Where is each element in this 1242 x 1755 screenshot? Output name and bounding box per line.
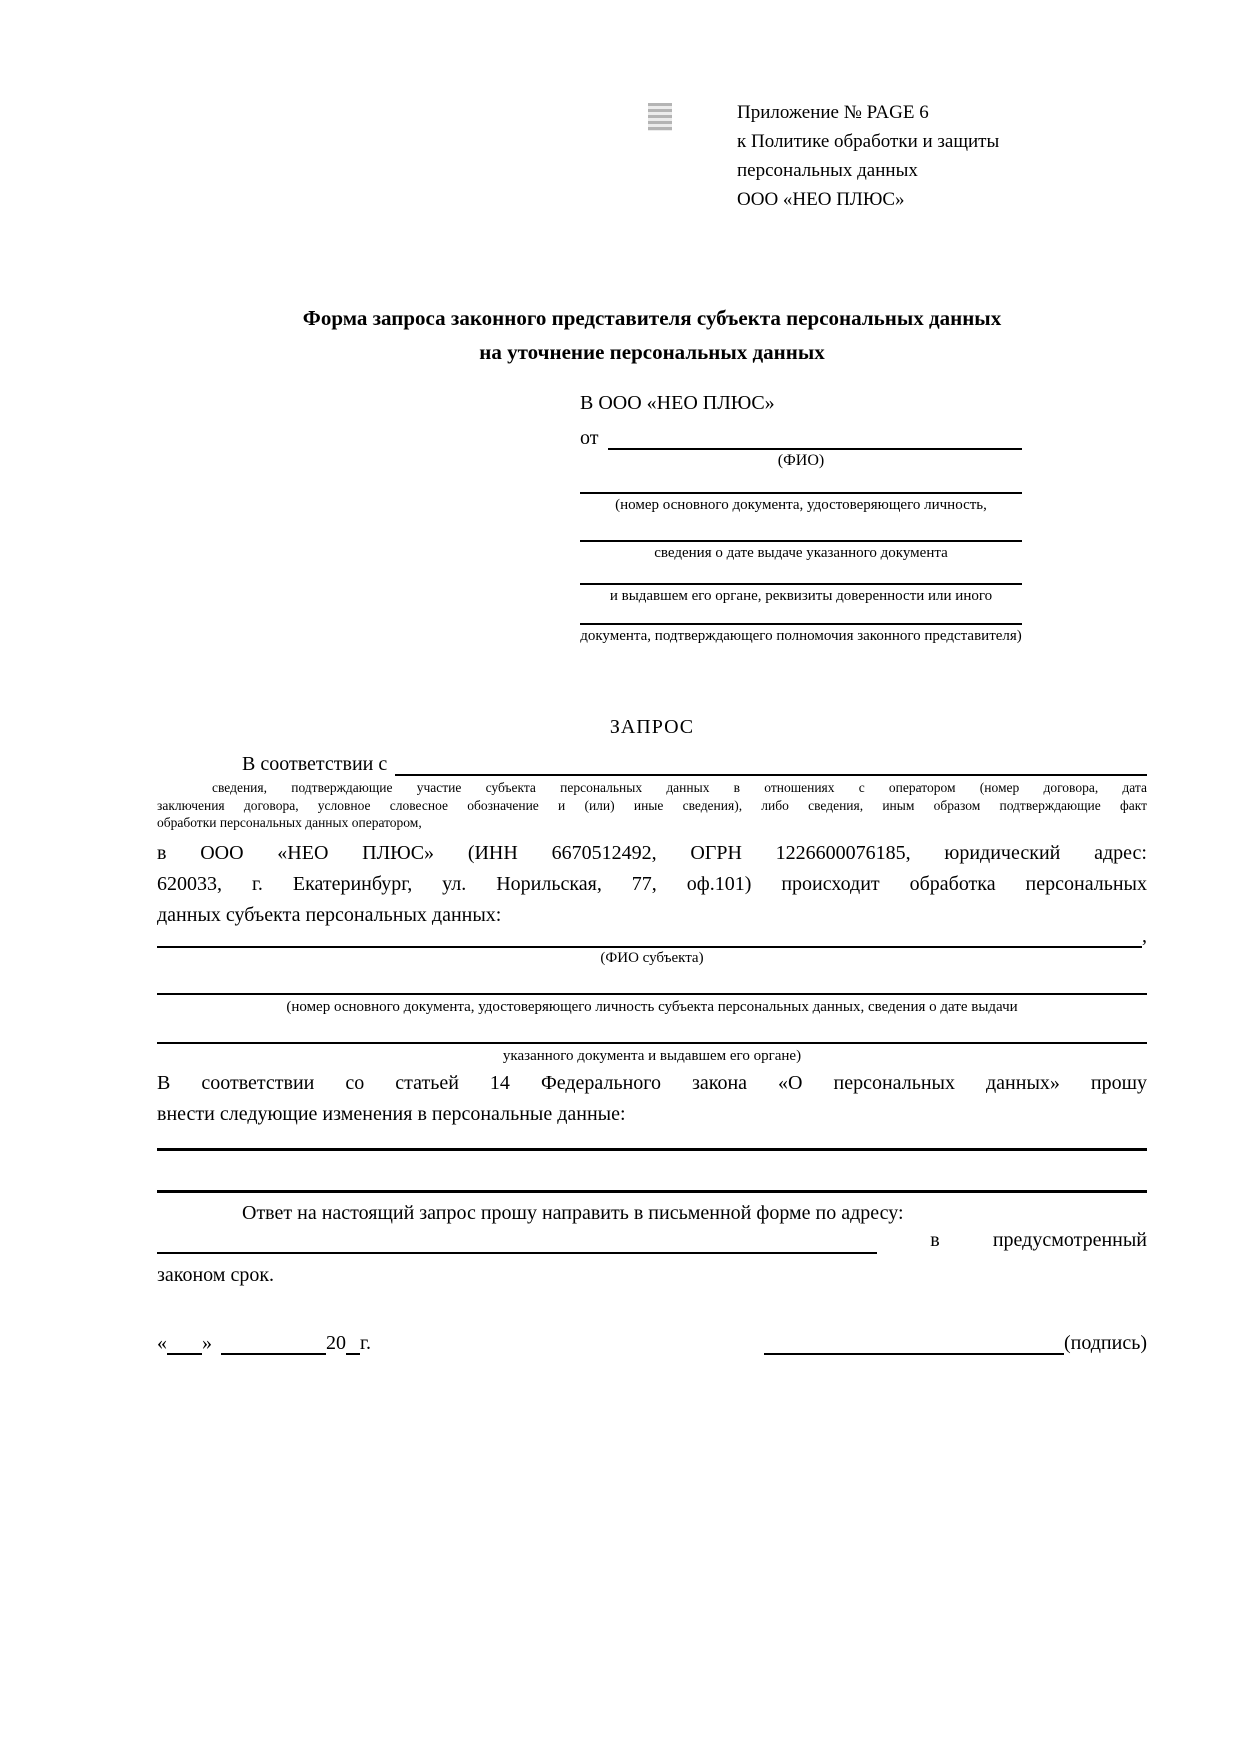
reply-closing-line: законом срок. (157, 1264, 275, 1286)
subject-doc-caption: (номер основного документа, удостоверяющего личность субъекта персональных данных, сведения о дате выдачи (286, 999, 1018, 1015)
fio-caption: (ФИО) (777, 452, 825, 469)
form-title (157, 301, 1147, 369)
addressee-line: В ООО «НЕО ПЛЮС» (580, 392, 775, 414)
appendix-number-label: Приложение № PAGE 6 (737, 102, 929, 123)
subject-fio-field (157, 922, 1147, 948)
signature-row (157, 1332, 1147, 1355)
basis-footnote-line: заключения договора, условное словесное обозначение и (или) иные сведения), либо сведения, иным образом подтверждающие факт (157, 797, 1147, 813)
law-paragraph-line: внести следующие изменения в персональные данные: (157, 1103, 626, 1125)
legal-basis-prefix: В соответствии с (242, 753, 388, 775)
date-quote-open: « (157, 1332, 167, 1354)
legal-basis-field (157, 750, 1147, 776)
day-blank-line (167, 1333, 202, 1355)
from-blank-line (608, 422, 1022, 450)
year-suffix: г. (360, 1332, 371, 1354)
doc-field-caption: сведения о дате выдаче указанного документа (654, 545, 948, 561)
date-field (157, 1332, 371, 1355)
year-blank-line (346, 1333, 360, 1355)
reply-paragraph (157, 1200, 1147, 1289)
subject-fio-comma: , (1142, 925, 1147, 947)
signature-caption: (подпись) (1063, 1332, 1147, 1354)
from-label: от (580, 427, 599, 449)
changes-blank-line (157, 1170, 1147, 1193)
reply-word: предусмотренный (992, 1229, 1147, 1251)
doc-field-caption: (номер основного документа, удостоверяющего личность, (615, 497, 987, 513)
reply-word: в (930, 1229, 940, 1251)
doc-field-line (580, 583, 1022, 585)
policy-reference-line2: персональных данных (737, 160, 918, 181)
law-paragraph (157, 1068, 1147, 1130)
subject-doc-caption: указанного документа и выдавшем его органе) (502, 1048, 802, 1064)
operator-paragraph-line: данных субъекта персональных данных: (157, 904, 502, 926)
subject-doc-blank-line (157, 1020, 1147, 1044)
doc-field-caption: документа, подтверждающего полномочия законного представителя) (580, 628, 1022, 644)
reply-instruction-line: Ответ на настоящий запрос прошу направить в письменной форме по адресу: (242, 1202, 904, 1224)
law-paragraph-line: В соответствии со статьей 14 Федерального закона «О персональных данных» прошу (157, 1072, 1147, 1094)
operator-paragraph-line: в ООО «НЕО ПЛЮС» (ИНН 6670512492, ОГРН 1226600076185, юридический адрес: (157, 842, 1147, 864)
policy-reference-line1: к Политике обработки и защиты (737, 131, 1000, 152)
date-quote-close: » (202, 1332, 212, 1354)
doc-field-caption: и выдавшем его органе, реквизиты доверенности или иного (609, 588, 993, 604)
basis-footnote (157, 779, 1147, 832)
gray-artifact-icon (648, 103, 672, 131)
subject-fio-blank-line (157, 922, 1142, 948)
legal-basis-blank-line (395, 748, 1147, 776)
reply-address-field (157, 1229, 1147, 1254)
address-blank-line (157, 1230, 877, 1254)
doc-field-line (580, 623, 1022, 625)
doc-field-line (580, 492, 1022, 494)
changes-blank-line (157, 1128, 1147, 1151)
operator-paragraph-line: 620033, г. Екатеринбург, ул. Норильская, 77, оф.101) происходит обработка персональных (157, 873, 1147, 895)
form-title-line1: Форма запроса законного представителя субъекта персональных данных (302, 306, 1002, 330)
organization-name: ООО «НЕО ПЛЮС» (737, 189, 905, 210)
month-blank-line (221, 1333, 326, 1355)
form-title-line2: на уточнение персональных данных (479, 340, 825, 364)
subject-doc-blank-line (157, 971, 1147, 995)
basis-footnote-line: сведения, подтверждающие участие субъекта персональных данных в отношениях с оператором (номер договора, дата (212, 780, 1147, 795)
basis-footnote-line: обработки персональных данных оператором, (157, 815, 422, 830)
from-field (580, 424, 1022, 450)
operator-paragraph (157, 838, 1147, 931)
signature-field (764, 1332, 1147, 1355)
request-heading: ЗАПРОС (609, 716, 695, 738)
subject-fio-caption: (ФИО субъекта) (600, 950, 704, 966)
appendix-header (737, 98, 999, 214)
doc-field-line (580, 540, 1022, 542)
recipient-block (580, 392, 1022, 645)
signature-blank-line (764, 1333, 1064, 1355)
year-prefix: 20 (326, 1332, 346, 1354)
